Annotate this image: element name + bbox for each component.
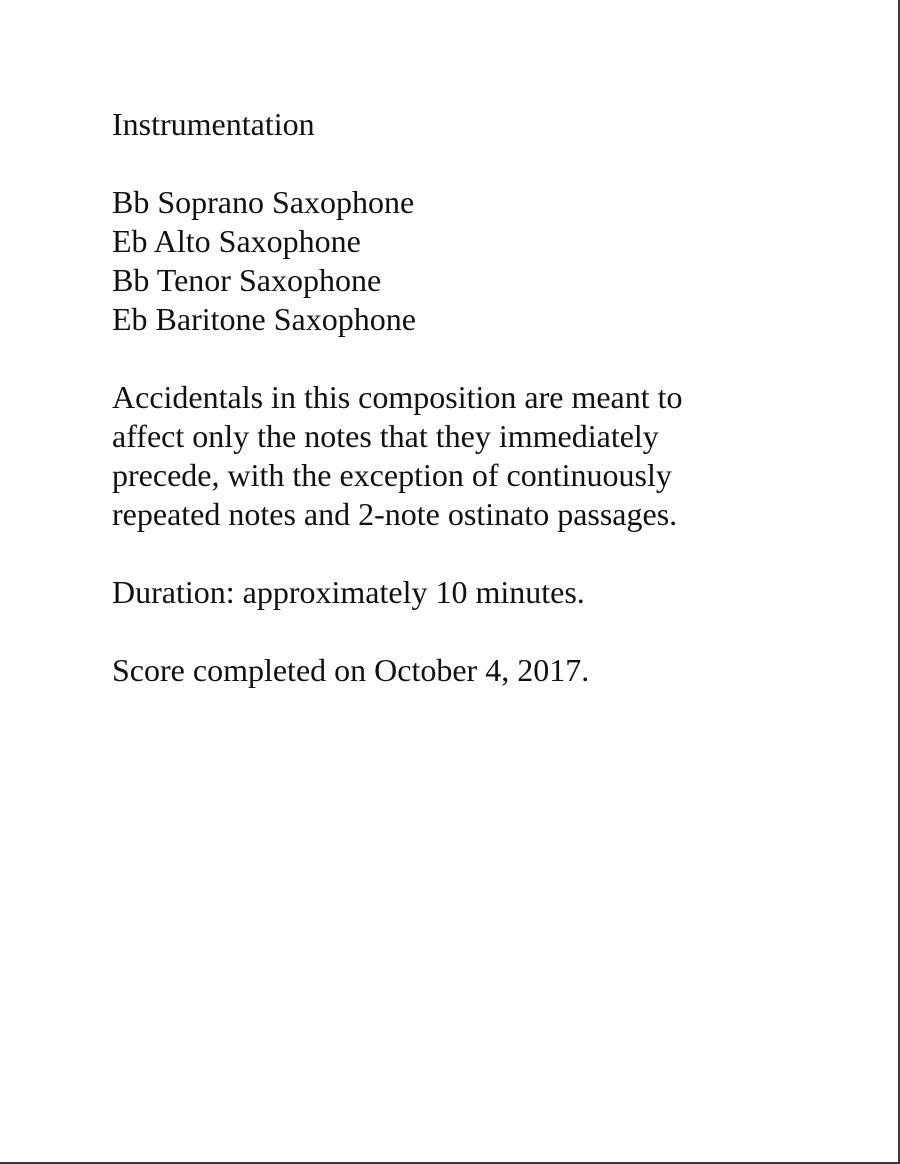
instrument-list [112, 183, 772, 339]
accidentals-note-line: affect only the notes that they immediately [112, 418, 659, 454]
instrument-item: Eb Baritone Saxophone [112, 301, 416, 337]
accidentals-note [112, 378, 772, 534]
instrument-item: Bb Tenor Saxophone [112, 262, 382, 298]
document-content [112, 105, 772, 690]
spacer [112, 534, 772, 573]
completion-date-text: Score completed on October 4, 2017. [112, 652, 590, 688]
duration-text: Duration: approximately 10 minutes. [112, 574, 585, 610]
spacer [112, 339, 772, 378]
instrument-item: Eb Alto Saxophone [112, 223, 361, 259]
instrumentation-heading: Instrumentation [112, 106, 315, 142]
instrument-item: Bb Soprano Saxophone [112, 184, 415, 220]
spacer [112, 612, 772, 651]
accidentals-note-line: repeated notes and 2-note ostinato passages. [112, 496, 678, 532]
spacer [112, 144, 772, 183]
accidentals-note-line: Accidentals in this composition are meant to [112, 379, 683, 415]
accidentals-note-line: precede, with the exception of continuously [112, 457, 672, 493]
